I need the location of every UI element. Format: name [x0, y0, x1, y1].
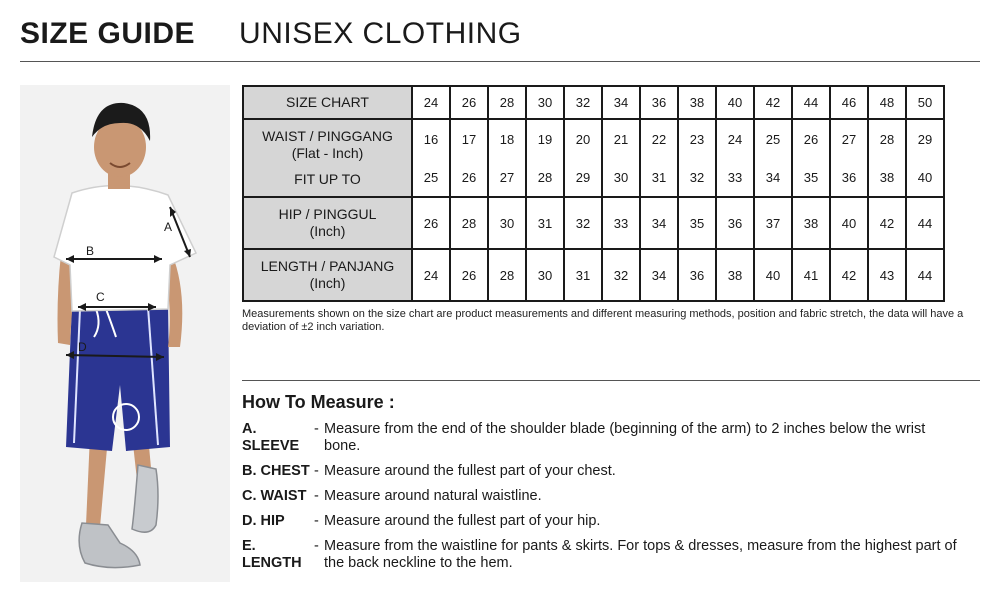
- table-cell: 16: [412, 119, 450, 159]
- table-cell: 23: [678, 119, 716, 159]
- list-item: [242, 538, 982, 572]
- table-row: [243, 197, 944, 249]
- table-cell: 40: [830, 197, 868, 249]
- table-cell: 29: [906, 119, 944, 159]
- list-item: [242, 463, 982, 480]
- table-cell: 26: [450, 249, 488, 301]
- table-header-row: [243, 86, 944, 119]
- table-cell: 43: [868, 249, 906, 301]
- table-cell: 19: [526, 119, 564, 159]
- table-cell: 28: [868, 119, 906, 159]
- size-header: 24: [412, 86, 450, 119]
- marker-c: C: [96, 290, 105, 304]
- table-cell: 32: [602, 249, 640, 301]
- table-cell: 28: [526, 159, 564, 197]
- measure-description: Measure from the end of the shoulder blade (beginning of the arm) to 2 inches below the wrist bone.: [324, 421, 926, 454]
- row-label-fit: FIT UP TO: [294, 171, 361, 187]
- marker-b: B: [86, 244, 95, 258]
- row-label-line2: (Inch): [309, 275, 346, 291]
- table-cell: 25: [412, 159, 450, 197]
- measure-term: C. WAIST: [242, 488, 307, 504]
- size-header: 34: [602, 86, 640, 119]
- measure-description: Measure around the fullest part of your chest.: [324, 463, 616, 479]
- dash-separator: -: [314, 463, 319, 479]
- dash-separator: -: [314, 538, 319, 554]
- size-header: 48: [868, 86, 906, 119]
- table-row: [243, 249, 944, 301]
- dash-separator: -: [314, 421, 319, 437]
- page-title: SIZE GUIDE: [20, 17, 196, 50]
- table-cell: 38: [716, 249, 754, 301]
- table-cell: 26: [412, 197, 450, 249]
- model-photo: [20, 85, 230, 582]
- table-cell: 37: [754, 197, 792, 249]
- table-cell: 22: [640, 119, 678, 159]
- table-cell: 40: [906, 159, 944, 197]
- measure-term: E. LENGTH: [242, 538, 302, 571]
- size-header: 26: [450, 86, 488, 119]
- table-cell: 34: [640, 249, 678, 301]
- size-header: 42: [754, 86, 792, 119]
- table-cell: 27: [830, 119, 868, 159]
- measure-term: D. HIP: [242, 513, 285, 529]
- table-cell: 34: [754, 159, 792, 197]
- table-cell: 28: [450, 197, 488, 249]
- table-cell: 28: [488, 249, 526, 301]
- table-cell: 30: [602, 159, 640, 197]
- table-cell: 18: [488, 119, 526, 159]
- row-label-length: [243, 249, 412, 301]
- page-subtitle: UNISEX CLOTHING: [239, 17, 522, 50]
- row-label-line2: (Flat - Inch): [291, 145, 364, 161]
- table-cell: 32: [678, 159, 716, 197]
- row-label-line1: HIP / PINGGUL: [278, 206, 377, 222]
- measure-term: A. SLEEVE: [242, 421, 300, 454]
- table-cell: 17: [450, 119, 488, 159]
- table-cell: 25: [754, 119, 792, 159]
- table-cell: 27: [488, 159, 526, 197]
- size-header: 44: [792, 86, 830, 119]
- table-cell: 26: [450, 159, 488, 197]
- row-label-line1: LENGTH / PANJANG: [260, 258, 395, 274]
- size-header: 38: [678, 86, 716, 119]
- table-cell: 36: [830, 159, 868, 197]
- table-cell: 44: [906, 197, 944, 249]
- measure-description: Measure around the fullest part of your hip.: [324, 513, 601, 529]
- table-cell: 35: [678, 197, 716, 249]
- dash-separator: -: [314, 513, 319, 529]
- section-divider: [242, 380, 980, 381]
- list-item: [242, 488, 982, 505]
- table-cell: 31: [526, 197, 564, 249]
- table-cell: 35: [792, 159, 830, 197]
- table-cell: 36: [678, 249, 716, 301]
- table-cell: 33: [602, 197, 640, 249]
- table-cell: 34: [640, 197, 678, 249]
- table-cell: 26: [792, 119, 830, 159]
- table-cell: 29: [564, 159, 602, 197]
- marker-a: A: [164, 220, 173, 234]
- list-item: [242, 421, 982, 455]
- page-header: [20, 14, 522, 54]
- table-cell: 41: [792, 249, 830, 301]
- measure-description: Measure around natural waistline.: [324, 488, 542, 504]
- table-cell: 24: [716, 119, 754, 159]
- how-to-measure-list: [242, 421, 982, 580]
- measurement-note: Measurements shown on the size chart are product measurements and different measuring methods, position and fabric stretch, the data will have a deviation of ±2 inch variation.: [242, 308, 964, 333]
- table-cell: 31: [640, 159, 678, 197]
- measure-description: Measure from the waistline for pants & skirts. For tops & dresses, measure from the highest part of the back neckline to the hem.: [324, 538, 957, 571]
- table-cell: 31: [564, 249, 602, 301]
- table-header-label: SIZE CHART: [243, 86, 412, 119]
- table-cell: 38: [868, 159, 906, 197]
- row-label-line1: WAIST / PINGGANG: [262, 128, 393, 144]
- marker-d: D: [78, 340, 87, 354]
- size-header: 46: [830, 86, 868, 119]
- table-row: [243, 119, 944, 159]
- table-cell: 24: [412, 249, 450, 301]
- row-label-waist: [243, 119, 412, 197]
- table-cell: 21: [602, 119, 640, 159]
- size-header: 50: [906, 86, 944, 119]
- table-cell: 20: [564, 119, 602, 159]
- table-cell: 33: [716, 159, 754, 197]
- table-cell: 30: [526, 249, 564, 301]
- size-header: 28: [488, 86, 526, 119]
- table-cell: 32: [564, 197, 602, 249]
- size-header: 40: [716, 86, 754, 119]
- table-cell: 42: [830, 249, 868, 301]
- size-header: 36: [640, 86, 678, 119]
- how-to-measure-title: How To Measure :: [242, 392, 395, 412]
- child-model-illustration: [20, 85, 230, 582]
- row-label-hip: [243, 197, 412, 249]
- row-label-line2: (Inch): [309, 223, 346, 239]
- table-cell: 38: [792, 197, 830, 249]
- size-chart-table: [242, 85, 945, 302]
- list-item: [242, 513, 982, 530]
- table-cell: 44: [906, 249, 944, 301]
- size-header: 32: [564, 86, 602, 119]
- header-divider: [20, 61, 980, 62]
- measure-term: B. CHEST: [242, 463, 310, 479]
- dash-separator: -: [314, 488, 319, 504]
- table-cell: 42: [868, 197, 906, 249]
- table-cell: 40: [754, 249, 792, 301]
- table-cell: 36: [716, 197, 754, 249]
- size-header: 30: [526, 86, 564, 119]
- table-cell: 30: [488, 197, 526, 249]
